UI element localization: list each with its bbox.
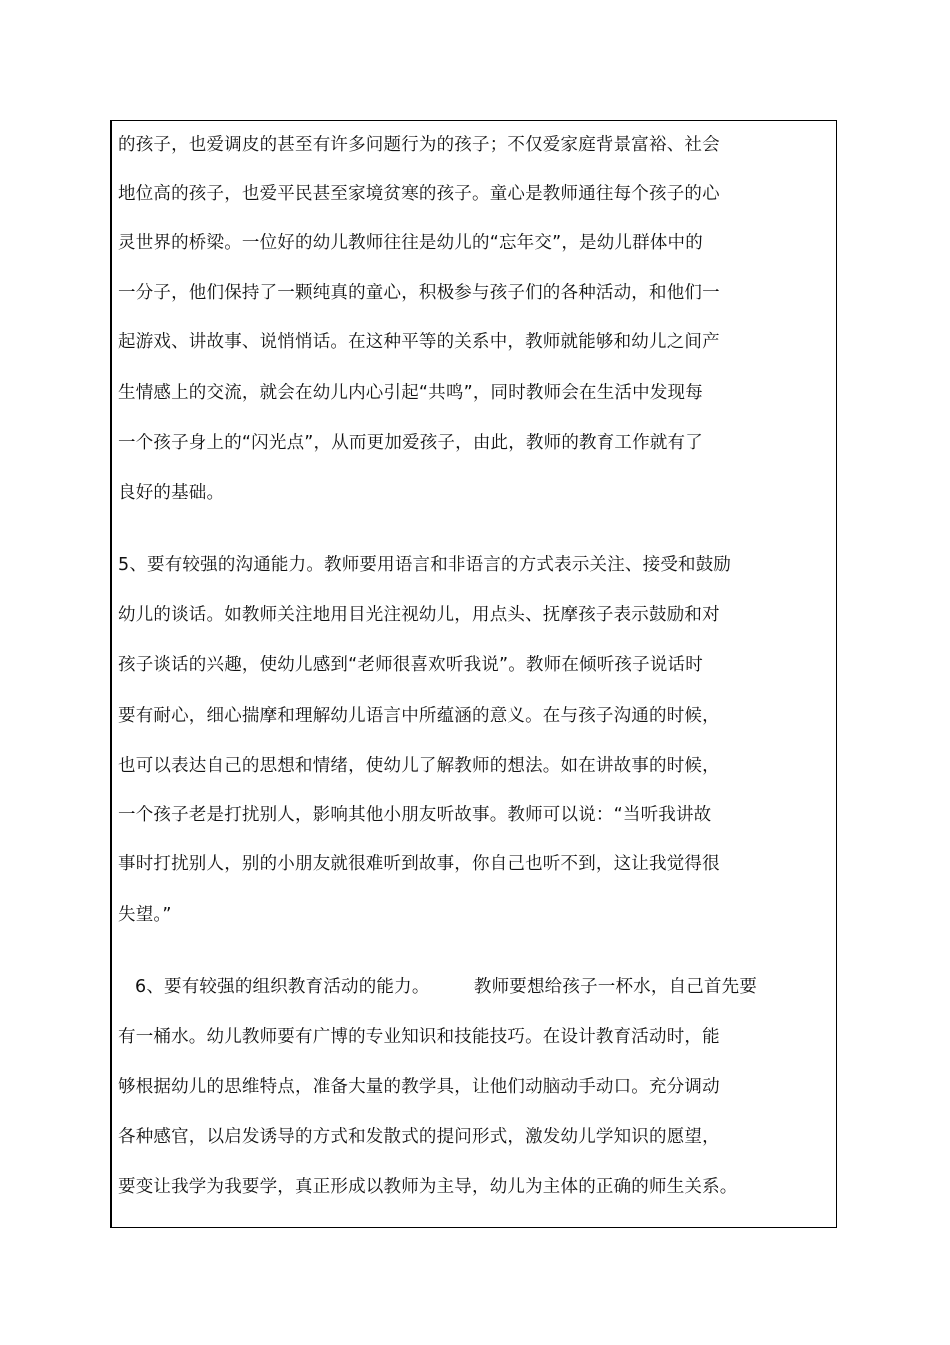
text-line: 6、要有较强的组织教育活动的能力。 教师要想给孩子一杯水，自己首先要: [135, 977, 758, 997]
text-line: 幼儿的谈话。如教师关注地用目光注视幼儿，用点头、抚摩孩子表示鼓励和对: [118, 605, 720, 625]
text-line: 起游戏、讲故事、说悄悄话。在这种平等的关系中，教师就能够和幼儿之间产: [118, 332, 720, 352]
text-line: 一个孩子身上的“闪光点”，从而更加爱孩子，由此，教师的教育工作就有了: [118, 433, 703, 453]
text-line: 要有耐心，细心揣摩和理解幼儿语言中所蕴涵的意义。在与孩子沟通的时候，: [118, 706, 720, 726]
text-line: 地位高的孩子，也爱平民甚至家境贫寒的孩子。童心是教师通往每个孩子的心: [118, 184, 720, 204]
text-line: 良好的基础。: [118, 483, 225, 503]
text-line: 事时打扰别人，别的小朋友就很难听到故事，你自己也听不到，这让我觉得很: [118, 854, 720, 874]
text-line: 孩子谈话的兴趣，使幼儿感到“老师很喜欢听我说”。教师在倾听孩子说话时: [118, 655, 703, 675]
text-line: 生情感上的交流，就会在幼儿内心引起“共鸣”，同时教师会在生活中发现每: [118, 383, 703, 403]
text-line: 灵世界的桥梁。一位好的幼儿教师往往是幼儿的“忘年交”，是幼儿群体中的: [118, 233, 703, 253]
text-line: 有一桶水。幼儿教师要有广博的专业知识和技能技巧。在设计教育活动时，能: [118, 1027, 720, 1047]
text-line: 的孩子，也爱调皮的甚至有许多问题行为的孩子；不仅爱家庭背景富裕、社会: [118, 135, 720, 155]
text-line: 要变让我学为我要学，真正形成以教师为主导，幼儿为主体的正确的师生关系。: [118, 1177, 738, 1197]
text-line: 够根据幼儿的思维特点，准备大量的教学具，让他们动脑动手动口。充分调动: [118, 1077, 720, 1097]
text-line: 5、要有较强的沟通能力。教师要用语言和非语言的方式表示关注、接受和鼓励: [118, 555, 732, 575]
text-line: 失望。”: [118, 905, 172, 925]
text-line: 一分子，他们保持了一颗纯真的童心，积极参与孩子们的各种活动，和他们一: [118, 283, 720, 303]
text-line: 也可以表达自己的思想和情绪，使幼儿了解教师的想法。如在讲故事的时候，: [118, 756, 720, 776]
text-line: 各种感官，以启发诱导的方式和发散式的提问形式，激发幼儿学知识的愿望，: [118, 1127, 720, 1147]
text-line: 一个孩子老是打扰别人，影响其他小朋友听故事。教师可以说：“当听我讲故: [118, 805, 712, 825]
